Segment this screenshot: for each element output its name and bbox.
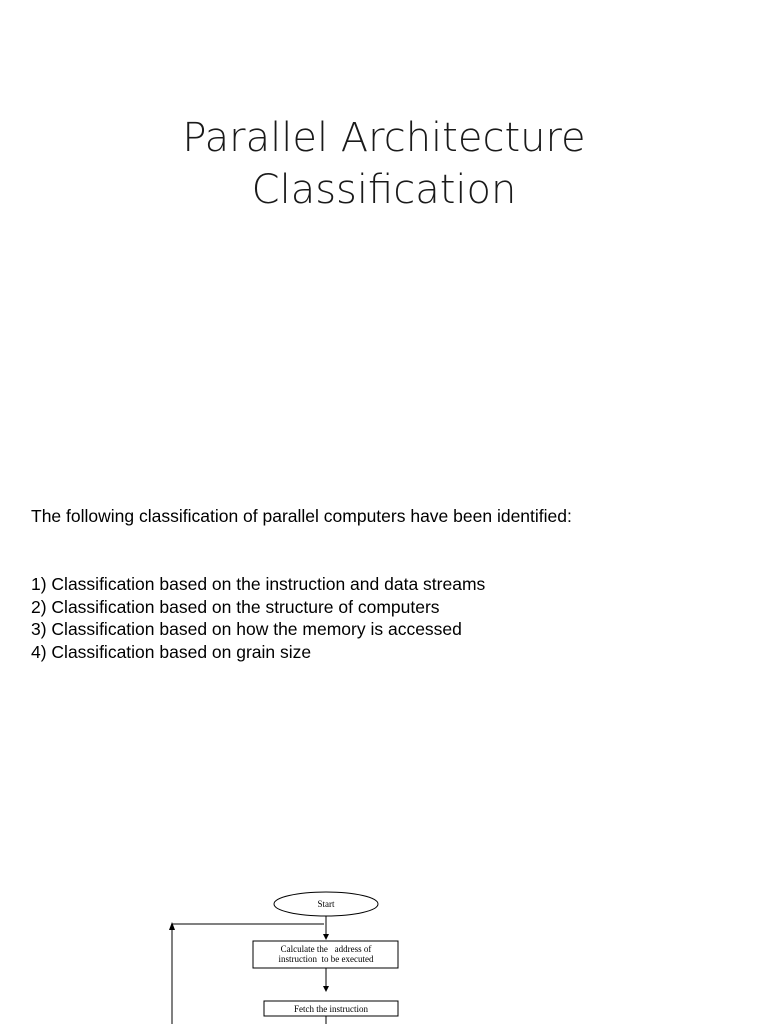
flowchart-diagram	[0, 880, 768, 1024]
slide-title-line-2: Classification	[251, 167, 517, 213]
intro-text: The following classification of parallel computers have been identified:	[31, 506, 572, 526]
flowchart-step2-label: Fetch the instruction	[294, 1004, 368, 1014]
list-item: 3) Classification based on how the memory is accessed	[31, 619, 462, 640]
slide-title	[0, 112, 768, 216]
flowchart-step1-line1: Calculate the address of	[280, 944, 372, 954]
flowchart-loop-arrowhead	[169, 922, 175, 930]
list-item: 1) Classification based on the instruction and data streams	[31, 574, 486, 594]
list-item: 2) Classification based on the structure of computers	[31, 596, 440, 617]
flowchart-step1-line2: instruction to be executed	[278, 954, 374, 964]
slide-title-line-1: Parallel Architecture	[182, 115, 586, 161]
flowchart-start-label: Start	[317, 899, 335, 909]
list-item: 4) Classification based on grain size	[31, 641, 312, 662]
classification-list	[31, 573, 485, 663]
